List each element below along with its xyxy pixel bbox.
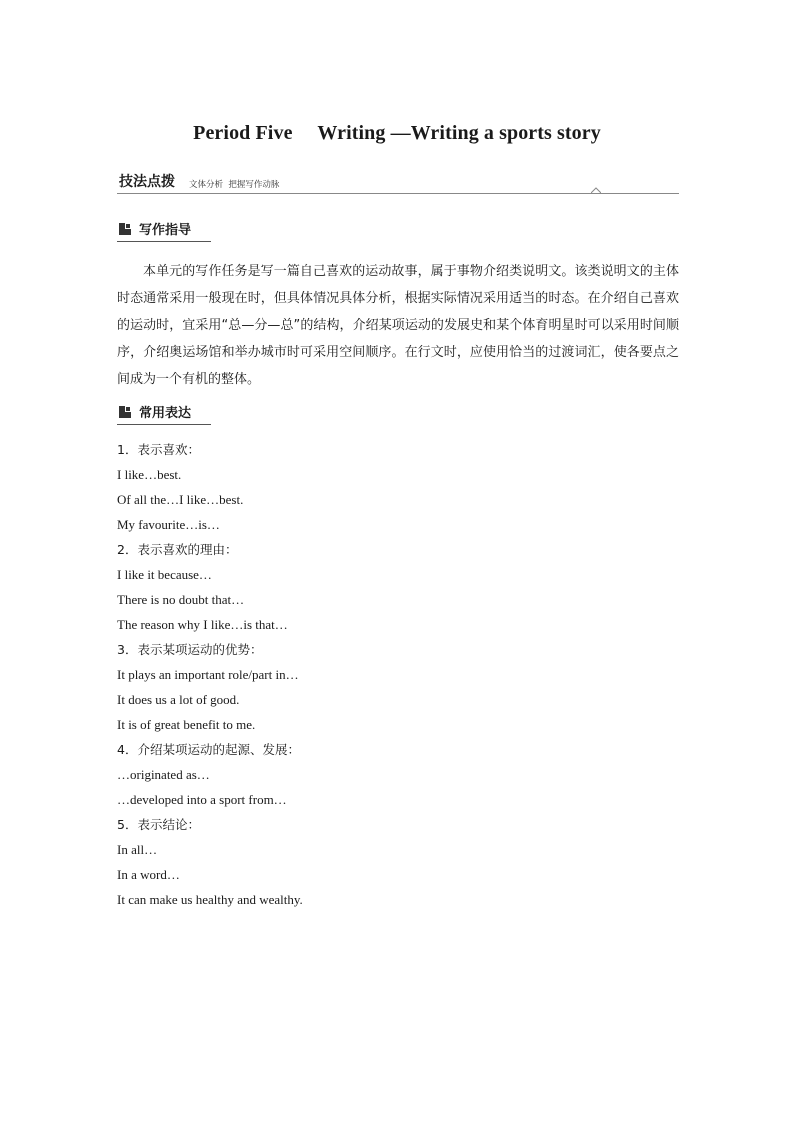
expression-line: It can make us healthy and wealthy.	[117, 892, 303, 907]
group-heading: 3．表示某项运动的优势：	[117, 642, 263, 657]
expression-line: It is of great benefit to me.	[117, 717, 256, 732]
expression-line: …developed into a sport from…	[117, 792, 287, 807]
expressions-list	[117, 437, 677, 912]
group-heading: 2．表示喜欢的理由：	[117, 542, 238, 557]
group-heading: 5．表示结论：	[117, 817, 200, 832]
expression-line: Of all the…I like…best.	[117, 492, 244, 507]
section-banner	[117, 171, 679, 197]
section-heading-label: 写作指导	[139, 223, 192, 238]
section-heading-underline	[117, 424, 211, 425]
section-heading-underline	[117, 241, 211, 242]
expression-line: It plays an important role/part in…	[117, 667, 299, 682]
expression-line: The reason why I like…is that…	[117, 617, 288, 632]
group-heading: 1．表示喜欢：	[117, 442, 200, 457]
banner-subtitle: 文体分析 把握写作动脉	[189, 180, 280, 190]
section-heading-common-expressions	[117, 400, 211, 426]
expression-line: There is no doubt that…	[117, 592, 245, 607]
expression-line: In a word…	[117, 867, 180, 882]
page-title: Period Five Writing —Writing a sports story	[193, 122, 601, 144]
banner-notch-icon	[591, 187, 601, 195]
square-bullet-icon	[119, 406, 131, 418]
expression-line: I like it because…	[117, 567, 212, 582]
expression-line: My favourite…is…	[117, 517, 220, 532]
expression-line: I like…best.	[117, 467, 182, 482]
section-heading-writing-guide	[117, 217, 211, 243]
group-heading: 4．介绍某项运动的起源、发展：	[117, 742, 300, 757]
expression-line: In all…	[117, 842, 158, 857]
expression-line: …originated as…	[117, 767, 210, 782]
banner-title: 技法点拨	[119, 174, 175, 190]
section-heading-label: 常用表达	[139, 406, 192, 421]
body-paragraph: 本单元的写作任务是写一篇自己喜欢的运动故事，属于事物介绍类说明文。该类说明文的主体时态通常采用一般现在时，但具体情况具体分析，根据实际情况采用适当的时态。在介绍自己喜欢的运动时，宜采用“总—分—总”的结构，介绍某项运动的发展史和某个体育明星时可以采用时间顺序，介绍奥运场馆和举办城市时可采用空间顺序。在行文时，应使用恰当的过渡词汇，使各要点之间成为一个有机的整体。	[117, 264, 679, 387]
expression-line: It does us a lot of good.	[117, 692, 240, 707]
square-bullet-icon	[119, 223, 131, 235]
